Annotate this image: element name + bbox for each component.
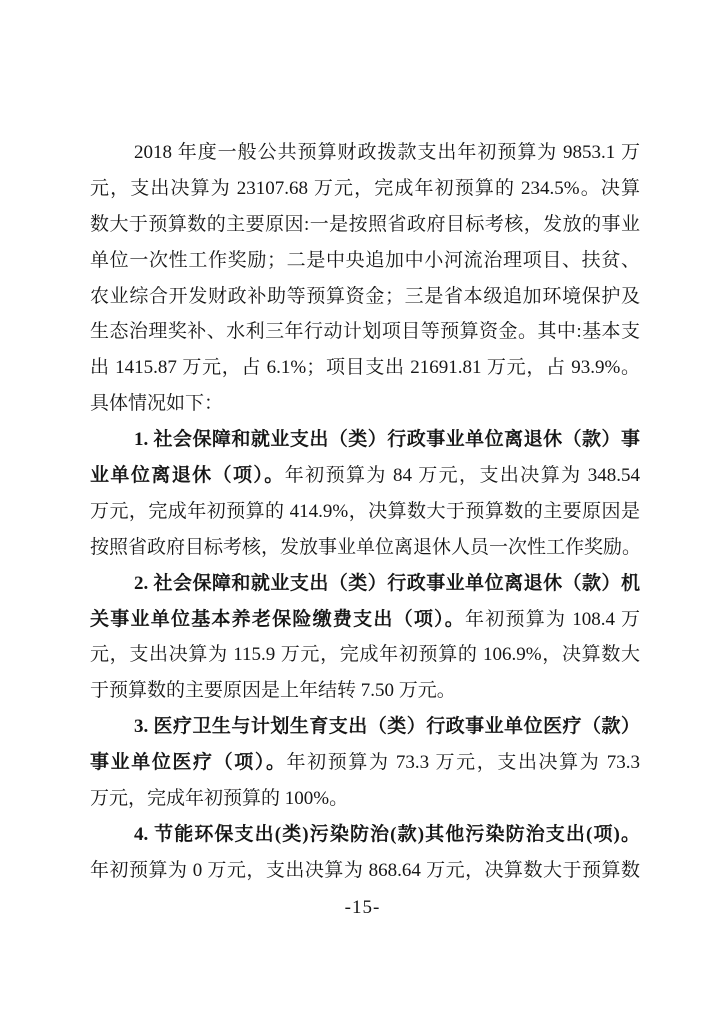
text-line <box>90 745 640 781</box>
text-line <box>90 207 640 243</box>
text-run: 关事业单位基本养老保险缴费支出（项）。 <box>90 608 466 630</box>
text-line <box>90 494 640 530</box>
text-run: 2018 年度一般公共预算财政拨款支出年初预算为 9853.1 万 <box>134 142 640 163</box>
text-run: 万元，完成年初预算的 414.9%，决算数大于预算数的主要原因是 <box>90 500 640 522</box>
text-run: 3. 医疗卫生与计划生育支出（类）行政事业单位医疗（款） <box>134 716 640 738</box>
text-line <box>90 458 640 494</box>
text-run: 2. 社会保障和就业支出（类）行政事业单位离退休（款）机 <box>134 572 640 594</box>
text-line <box>90 853 640 889</box>
text-line <box>90 602 640 638</box>
text-line <box>90 314 640 350</box>
text-run: 元，支出决算为 115.9 万元，完成年初预算的 106.9%，决算数大 <box>90 644 640 666</box>
text-run: 数大于预算数的主要原因:一是按照省政府目标考核，发放的事业 <box>90 213 640 235</box>
text-line <box>90 386 640 422</box>
text-run: 年初预算为 73.3 万元，支出决算为 73.3 <box>286 752 640 774</box>
text-run: 业单位离退休（项）。 <box>90 465 285 487</box>
text-line <box>90 422 640 458</box>
text-line <box>90 709 640 745</box>
text-line <box>90 135 640 171</box>
text-run: 事业单位医疗（项）。 <box>90 752 287 774</box>
text-run: 元，支出决算为 23107.68 万元，完成年初预算的 234.5%。决算 <box>90 177 640 199</box>
text-line <box>90 673 640 709</box>
text-run: 4. 节能环保支出(类)污染防治(款)其他污染防治支出(项)。 <box>134 823 640 845</box>
text-run: 年初预算为 0 万元，支出决算为 868.64 万元，决算数大于预算数 <box>90 859 640 881</box>
text-run: 单位一次性工作奖励；二是中央追加中小河流治理项目、扶贫、 <box>90 249 640 271</box>
text-line <box>90 279 640 315</box>
text-line <box>90 817 640 853</box>
document-body <box>90 135 640 889</box>
text-line <box>90 530 640 566</box>
text-run: 生态治理奖补、水利三年行动计划项目等预算资金。其中:基本支 <box>90 321 640 343</box>
text-line <box>90 566 640 602</box>
text-line <box>90 781 640 817</box>
text-line <box>90 171 640 207</box>
text-run: 于预算数的主要原因是上年结转 7.50 万元。 <box>90 680 456 702</box>
text-run: 农业综合开发财政补助等预算资金；三是省本级追加环境保护及 <box>90 285 640 307</box>
text-run: 万元，完成年初预算的 100%。 <box>90 788 349 810</box>
text-run: 年初预算为 84 万元，支出决算为 348.54 <box>284 465 640 487</box>
text-line <box>90 243 640 279</box>
text-run: 出 1415.87 万元，占 6.1%；项目支出 21691.81 万元，占 93.9%。 <box>90 357 640 379</box>
text-run: 具体情况如下： <box>90 393 224 415</box>
text-run: 年初预算为 108.4 万 <box>465 608 640 630</box>
text-run: 1. 社会保障和就业支出（类）行政事业单位离退休（款）事 <box>134 429 640 451</box>
text-line <box>90 350 640 386</box>
text-line <box>90 637 640 673</box>
page-number: -15- <box>344 897 381 918</box>
text-run: 按照省政府目标考核，发放事业单位离退休人员一次性工作奖励。 <box>90 536 642 558</box>
